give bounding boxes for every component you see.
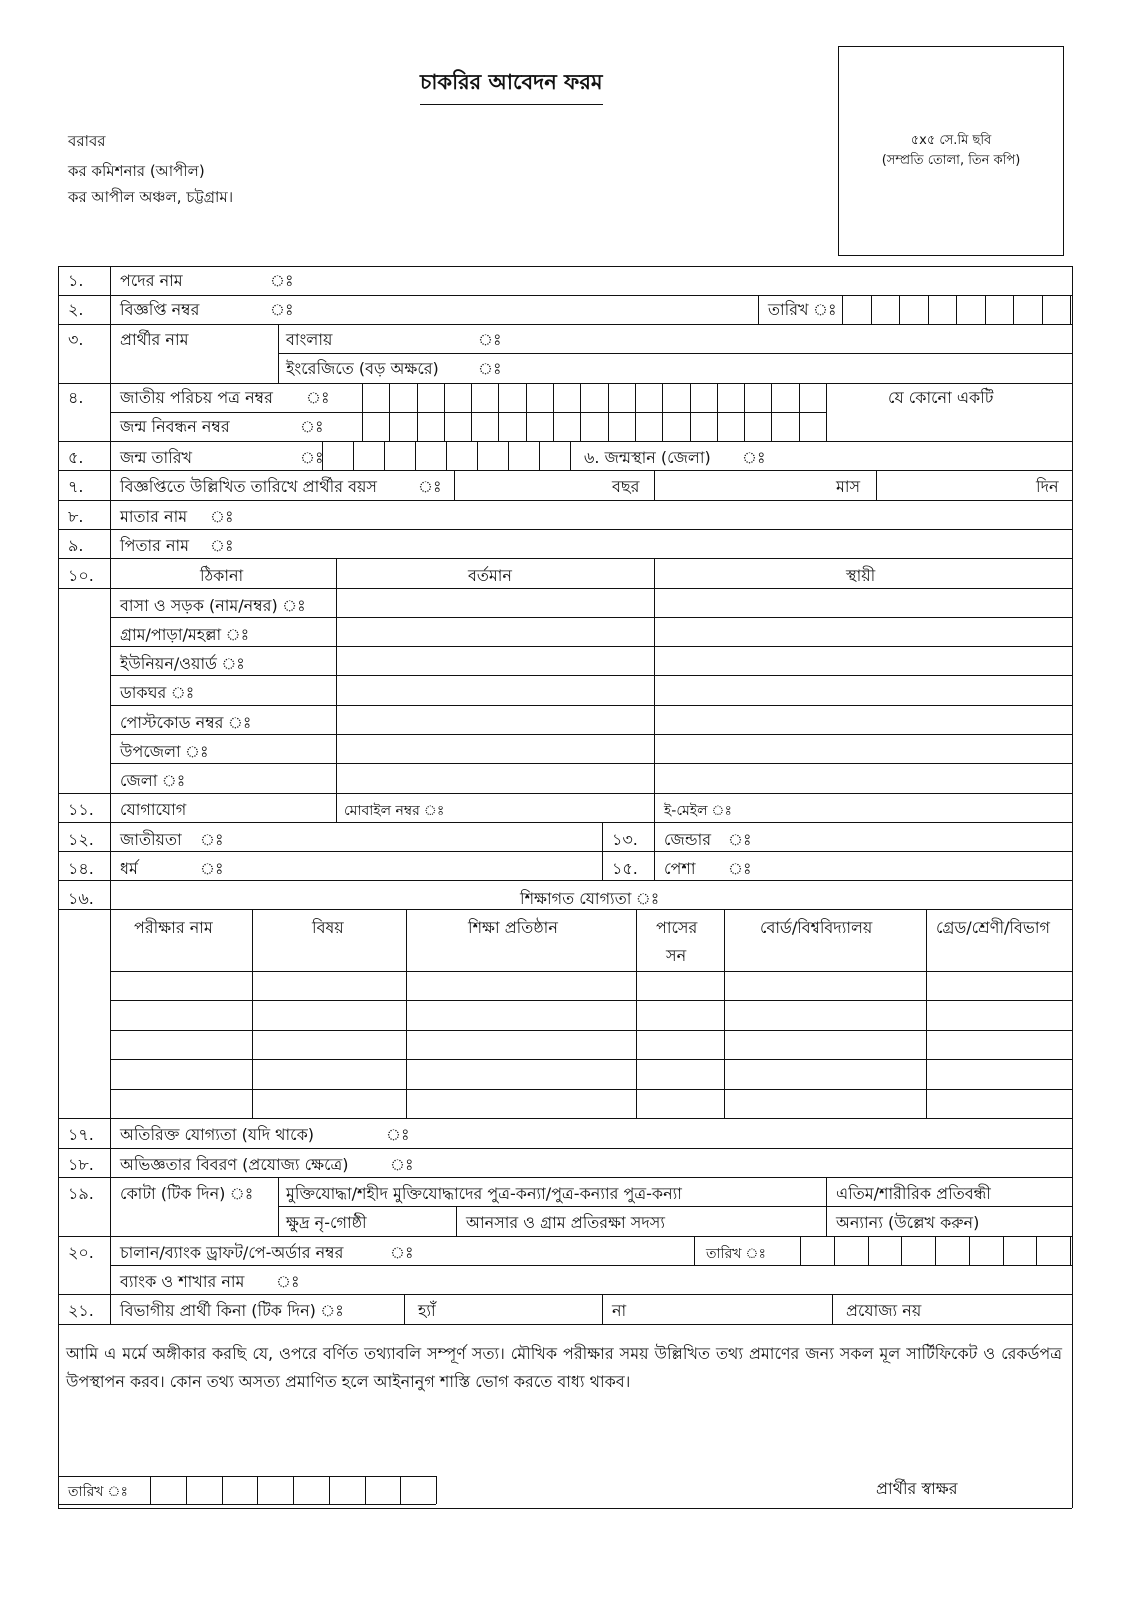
quota-other-option[interactable] [834, 1209, 1068, 1235]
post-name-label: পদের নাম [120, 271, 183, 290]
row-line [58, 1324, 1072, 1325]
birth-date-digit-box [446, 441, 447, 470]
nationality-input[interactable] [220, 825, 600, 851]
challan-date-digit-box [901, 1236, 902, 1265]
extra-qualification-colon: ঃ [386, 1125, 410, 1144]
birthplace-colon: ঃ [742, 448, 766, 467]
profession-input[interactable] [748, 854, 1068, 880]
address-to: বরাবর [68, 132, 106, 150]
row-line [58, 1177, 1072, 1178]
age-month-label: মাস [836, 477, 861, 496]
row-line [58, 295, 1072, 296]
footer-date-input[interactable] [150, 1476, 434, 1504]
row-line [58, 441, 1072, 442]
id-digit-box [580, 383, 581, 441]
profession-colon: ঃ [728, 859, 752, 878]
declaration-text: আমি এ মর্মে অঙ্গীকার করছি যে, ওপরে বর্ণিত তথ্যাবলি সম্পূর্ণ সত্য। মৌখিক পরীক্ষার সময় উল্লিখিত তথ্য প্রমাণের জন্য সকল মূল সার্টিফিকেট ও রেকর্ডপত্র উপস্থাপন করব। কোন তথ্য অসত্য প্রমাণিত হলে আইনানুগ শাস্তি ভোগ করতে বাধ্য থাকব। [66, 1344, 1062, 1391]
age-day-label: দিন [1036, 477, 1059, 496]
edu-col-year: পাসের [656, 918, 698, 937]
birth-date-label: জন্ম তারিখ [120, 448, 193, 467]
edu-col-subject: বিষয় [312, 918, 344, 937]
experience-colon: ঃ [390, 1155, 414, 1174]
quota-freedom-fighter-option[interactable] [284, 1180, 824, 1206]
religion-input[interactable] [220, 854, 600, 880]
id-digit-box [498, 383, 499, 441]
form-border [58, 266, 1072, 267]
row16-number: ১৬. [68, 889, 94, 908]
date-digit-box [842, 295, 843, 324]
row-line [58, 1148, 1072, 1149]
edu-col-exam: পরীক্ষার নাম [134, 918, 213, 937]
id-digit-box [417, 383, 418, 441]
form-border [58, 266, 59, 1508]
address-column-line [654, 558, 655, 822]
applicant-name-label: প্রার্থীর নাম [120, 330, 189, 349]
col-line [454, 470, 455, 500]
address-item: পোস্টকোড নম্বর ঃ [120, 713, 252, 732]
quota-orphan: এতিম/শারীরিক প্রতিবন্ধী [836, 1184, 991, 1203]
photo-box[interactable] [838, 46, 1064, 256]
footer-date-label: তারিখ ঃ [68, 1484, 128, 1500]
name-bangla-label: বাংলায় [286, 330, 333, 349]
footer-date-line [58, 1504, 436, 1505]
experience-input[interactable] [410, 1150, 1068, 1176]
id-digit-box [799, 383, 800, 441]
quota-other: অন্যান্য (উল্লেখ করুন) [836, 1213, 980, 1232]
challan-date-digit-box [1070, 1236, 1071, 1265]
id-digit-box [690, 383, 691, 441]
circular-number-label: বিজ্ঞপ্তি নম্বর [120, 300, 200, 319]
row19-number: ১৯. [68, 1184, 94, 1203]
challan-date-label: তারিখ ঃ [706, 1246, 766, 1262]
edu-column-line [636, 909, 637, 1118]
education-header: শিক্ষাগত যোগ্যতা ঃ [520, 889, 660, 908]
name-bangla-colon: ঃ [478, 330, 502, 349]
edu-row-line [110, 971, 1072, 972]
address-office: কর আপীল অঞ্চল, চট্টগ্রাম। [68, 188, 234, 206]
date-digit-box [899, 295, 900, 324]
nationality-colon: ঃ [200, 830, 224, 849]
edu-column-line [252, 909, 253, 1118]
address-item: ডাকঘর ঃ [120, 683, 195, 702]
quota-freedom-fighter: মুক্তিযোদ্ধা/শহীদ মুক্তিযোদ্ধাদের পুত্র-কন্যা/পুত্র-কন্যার পুত্র-কন্যা [286, 1184, 682, 1203]
id-digit-box [362, 383, 363, 441]
row18-number: ১৮. [68, 1155, 94, 1174]
gender-input[interactable] [748, 825, 1068, 851]
challan-date-digit-box [834, 1236, 835, 1265]
page-title: চাকরির আবেদন ফরম [420, 66, 603, 105]
row15-number: ১৫. [612, 859, 638, 878]
col-line [826, 1177, 827, 1236]
col-line [758, 295, 759, 324]
father-name-colon: ঃ [210, 536, 234, 555]
birth-date-digit-box [539, 441, 540, 470]
experience-label: অভিজ্ঞতার বিবরণ (প্রযোজ্য ক্ষেত্রে) [120, 1155, 349, 1174]
religion-colon: ঃ [200, 859, 224, 878]
col-line [602, 1294, 603, 1324]
departmental-no-option[interactable] [604, 1297, 832, 1323]
bank-label: ব্যাংক ও শাখার নাম [120, 1272, 245, 1291]
row5-number: ৫. [68, 448, 84, 467]
edu-row-line [110, 1118, 1072, 1119]
father-name-label: পিতার নাম [120, 536, 190, 555]
present-address-header: বর্তমান [468, 566, 512, 585]
address-column-line [336, 558, 337, 822]
gender-colon: ঃ [728, 830, 752, 849]
departmental-yes-option[interactable] [406, 1297, 602, 1323]
signature-label: প্রার্থীর স্বাক্ষর [876, 1479, 958, 1498]
birthplace-label: ৬. জন্মস্থান (জেলা) [584, 448, 711, 467]
edu-column-line [724, 909, 725, 1118]
quota-ansar-option[interactable] [462, 1209, 824, 1235]
date-digit-box [1042, 295, 1043, 324]
name-english-colon: ঃ [478, 359, 502, 378]
post-name-input[interactable] [290, 268, 1070, 294]
edu-row-line [110, 909, 1072, 910]
quota-ethnic-option[interactable] [284, 1209, 454, 1235]
quota-label: কোটা (টিক দিন) ঃ [120, 1184, 254, 1203]
name-english-label: ইংরেজিতে (বড় অক্ষরে) [286, 359, 439, 378]
date-digit-box [1013, 295, 1014, 324]
edu-column-line [406, 909, 407, 1118]
row9-number: ৯. [68, 536, 84, 555]
row-line [110, 617, 1072, 618]
col-line [278, 324, 279, 383]
row1-number: ১. [68, 271, 84, 290]
col-line [694, 1236, 695, 1265]
age-label: বিজ্ঞপ্তিতে উল্লিখিত তারিখে প্রার্থীর বয়স [120, 477, 377, 496]
circular-number-input[interactable] [290, 297, 758, 323]
date-digit-box [1070, 295, 1071, 324]
edu-col-institution: শিক্ষা প্রতিষ্ঠান [468, 918, 558, 937]
row-line [110, 1265, 1072, 1266]
row20-number: ২০. [68, 1243, 94, 1262]
row-line [58, 470, 1072, 471]
col-line [602, 822, 603, 880]
age-year-label: বছর [612, 477, 640, 496]
row-line [58, 822, 1072, 823]
extra-qualification-input[interactable] [406, 1121, 1068, 1147]
row-line [58, 383, 1072, 384]
form-border [1072, 266, 1073, 1508]
address-item: বাসা ও সড়ক (নাম/নম্বর) ঃ [120, 596, 306, 615]
id-digit-box [771, 383, 772, 441]
address-item: গ্রাম/পাড়া/মহল্লা ঃ [120, 625, 250, 644]
nid-colon: ঃ [306, 388, 330, 407]
row-line [58, 1294, 1072, 1295]
col-line [404, 1294, 405, 1324]
challan-label: চালান/ব্যাংক ড্রাফট/পে-অর্ডার নম্বর [120, 1243, 344, 1262]
row8-number: ৮. [68, 507, 84, 526]
id-digit-box [608, 383, 609, 441]
id-digit-box [826, 383, 827, 441]
row-line [110, 646, 1072, 647]
edu-col-board: বোর্ড/বিশ্ববিদ্যালয় [760, 918, 873, 937]
id-digit-box [526, 383, 527, 441]
email-label: ই-মেইল ঃ [664, 803, 732, 819]
date-digit-box [928, 295, 929, 324]
circular-date-label: তারিখ ঃ [768, 300, 837, 319]
row-line [110, 763, 1072, 764]
signature-area[interactable] [820, 1440, 1060, 1476]
birth-date-digit-box [415, 441, 416, 470]
row-line [58, 324, 1072, 325]
row-line [58, 500, 1072, 501]
challan-input[interactable] [410, 1238, 694, 1264]
any-one-note: যে কোনো একটি [888, 388, 994, 407]
row12-number: ১২. [68, 830, 94, 849]
edu-column-line [926, 909, 927, 1118]
mother-name-colon: ঃ [210, 507, 234, 526]
row13-number: ১৩. [612, 830, 638, 849]
departmental-yes: হ্যাঁ [418, 1301, 436, 1320]
permanent-address-header: স্থায়ী [846, 566, 876, 585]
photo-size-label: ৫x৫ সে.মি ছবি [910, 133, 992, 148]
address-item: জেলা ঃ [120, 771, 186, 790]
col-line [456, 1206, 457, 1236]
form-border [58, 1508, 1072, 1509]
birthplace-input[interactable] [762, 443, 1068, 469]
father-name-input[interactable] [230, 532, 1068, 558]
edu-row-line [110, 1030, 1072, 1031]
row-line [110, 705, 1072, 706]
contact-label: যোগাযোগ [120, 800, 187, 819]
row-line [110, 734, 1072, 735]
row2-number: ২. [68, 300, 84, 319]
row17-number: ১৭. [68, 1125, 94, 1144]
birth-date-digit-box [384, 441, 385, 470]
mobile-input[interactable] [460, 796, 650, 822]
nationality-label: জাতীয়তা [120, 830, 182, 849]
bank-colon: ঃ [276, 1272, 300, 1291]
birth-date-digit-box [508, 441, 509, 470]
post-name-colon: ঃ [270, 271, 294, 290]
challan-date-digit-box [868, 1236, 869, 1265]
email-input[interactable] [740, 796, 1068, 822]
extra-qualification-label: অতিরিক্ত যোগ্যতা (যদি থাকে) [120, 1125, 315, 1144]
col-line [654, 470, 655, 500]
age-colon: ঃ [418, 477, 442, 496]
id-digit-box [744, 383, 745, 441]
col-line [876, 470, 877, 500]
mother-name-label: মাতার নাম [120, 507, 188, 526]
row4-number: ৪. [68, 388, 84, 407]
col-line [654, 822, 655, 880]
departmental-no: না [612, 1301, 627, 1320]
quota-orphan-option[interactable] [834, 1180, 1068, 1206]
row-line [58, 588, 1072, 589]
edu-column-line [110, 909, 111, 1118]
bank-input[interactable] [296, 1267, 1068, 1293]
photo-note-label: (সম্প্রতি তোলা, তিন কপি) [881, 153, 1021, 168]
edu-row-line [110, 1059, 1072, 1060]
profession-label: পেশা [664, 859, 696, 878]
id-digit-box [444, 383, 445, 441]
id-digit-box [553, 383, 554, 441]
row-line [110, 675, 1072, 676]
address-item: ইউনিয়ন/ওয়ার্ড ঃ [120, 654, 245, 673]
quota-ethnic: ক্ষুদ্র নৃ-গোষ্ঠী [286, 1213, 367, 1232]
row7-number: ৭. [68, 477, 84, 496]
challan-date-digit-box [935, 1236, 936, 1265]
id-digit-box [717, 383, 718, 441]
birth-date-digit-box [570, 441, 571, 470]
challan-colon: ঃ [390, 1243, 414, 1262]
edu-row-line [110, 1000, 1072, 1001]
name-english-input[interactable] [500, 355, 1070, 381]
challan-date-digit-box [1003, 1236, 1004, 1265]
row-line [110, 412, 826, 413]
mother-name-input[interactable] [230, 503, 1068, 529]
row10-number: ১০. [68, 566, 94, 585]
row-line [58, 558, 1072, 559]
edu-col-year-line2: সন [666, 946, 687, 965]
address-item: উপজেলা ঃ [120, 742, 209, 761]
nid-label: জাতীয় পরিচয় পত্র নম্বর [120, 388, 273, 407]
row14-number: ১৪. [68, 859, 94, 878]
birth-date-digit-box [477, 441, 478, 470]
date-digit-box [871, 295, 872, 324]
departmental-na: প্রযোজ্য নয় [846, 1301, 922, 1320]
birth-date-colon: ঃ [300, 448, 324, 467]
birth-reg-label: জন্ম নিবন্ধন নম্বর [120, 417, 230, 436]
row11-number: ১১. [68, 800, 94, 819]
col-line [832, 1294, 833, 1324]
religion-label: ধর্ম [120, 859, 138, 878]
edu-row-line [110, 1089, 1072, 1090]
departmental-na-option[interactable] [834, 1297, 1068, 1323]
id-digit-box [635, 383, 636, 441]
row-line [58, 1236, 1072, 1237]
footer-date-digit-box [436, 1476, 437, 1504]
date-digit-box [985, 295, 986, 324]
date-digit-box [956, 295, 957, 324]
address-recipient: কর কমিশনার (আপীল) [68, 162, 205, 180]
address-header: ঠিকানা [200, 566, 244, 585]
row-line [58, 793, 1072, 794]
row-line [58, 529, 1072, 530]
name-bangla-input[interactable] [500, 326, 1070, 352]
mobile-label: মোবাইল নম্বর ঃ [344, 803, 445, 819]
id-digit-box [662, 383, 663, 441]
circular-number-colon: ঃ [270, 300, 294, 319]
departmental-label: বিভাগীয় প্রার্থী কিনা (টিক দিন) ঃ [120, 1301, 344, 1320]
challan-date-digit-box [1036, 1236, 1037, 1265]
birth-date-digit-box [353, 441, 354, 470]
row-line [58, 851, 1072, 852]
birth-reg-colon: ঃ [300, 417, 324, 436]
row-line [58, 880, 1072, 881]
id-digit-box [471, 383, 472, 441]
row-line [278, 353, 1072, 354]
row3-number: ৩. [68, 330, 84, 349]
row21-number: ২১. [68, 1301, 94, 1320]
col-line [278, 1177, 279, 1236]
row-line [278, 1206, 1072, 1207]
quota-ansar: আনসার ও গ্রাম প্রতিরক্ষা সদস্য [466, 1213, 665, 1232]
id-digit-box [389, 383, 390, 441]
gender-label: জেন্ডার [664, 830, 712, 849]
challan-date-digit-box [969, 1236, 970, 1265]
edu-col-grade: গ্রেড/শ্রেণী/বিভাগ [936, 918, 1050, 937]
challan-date-digit-box [800, 1236, 801, 1265]
number-column-line [110, 266, 111, 1324]
